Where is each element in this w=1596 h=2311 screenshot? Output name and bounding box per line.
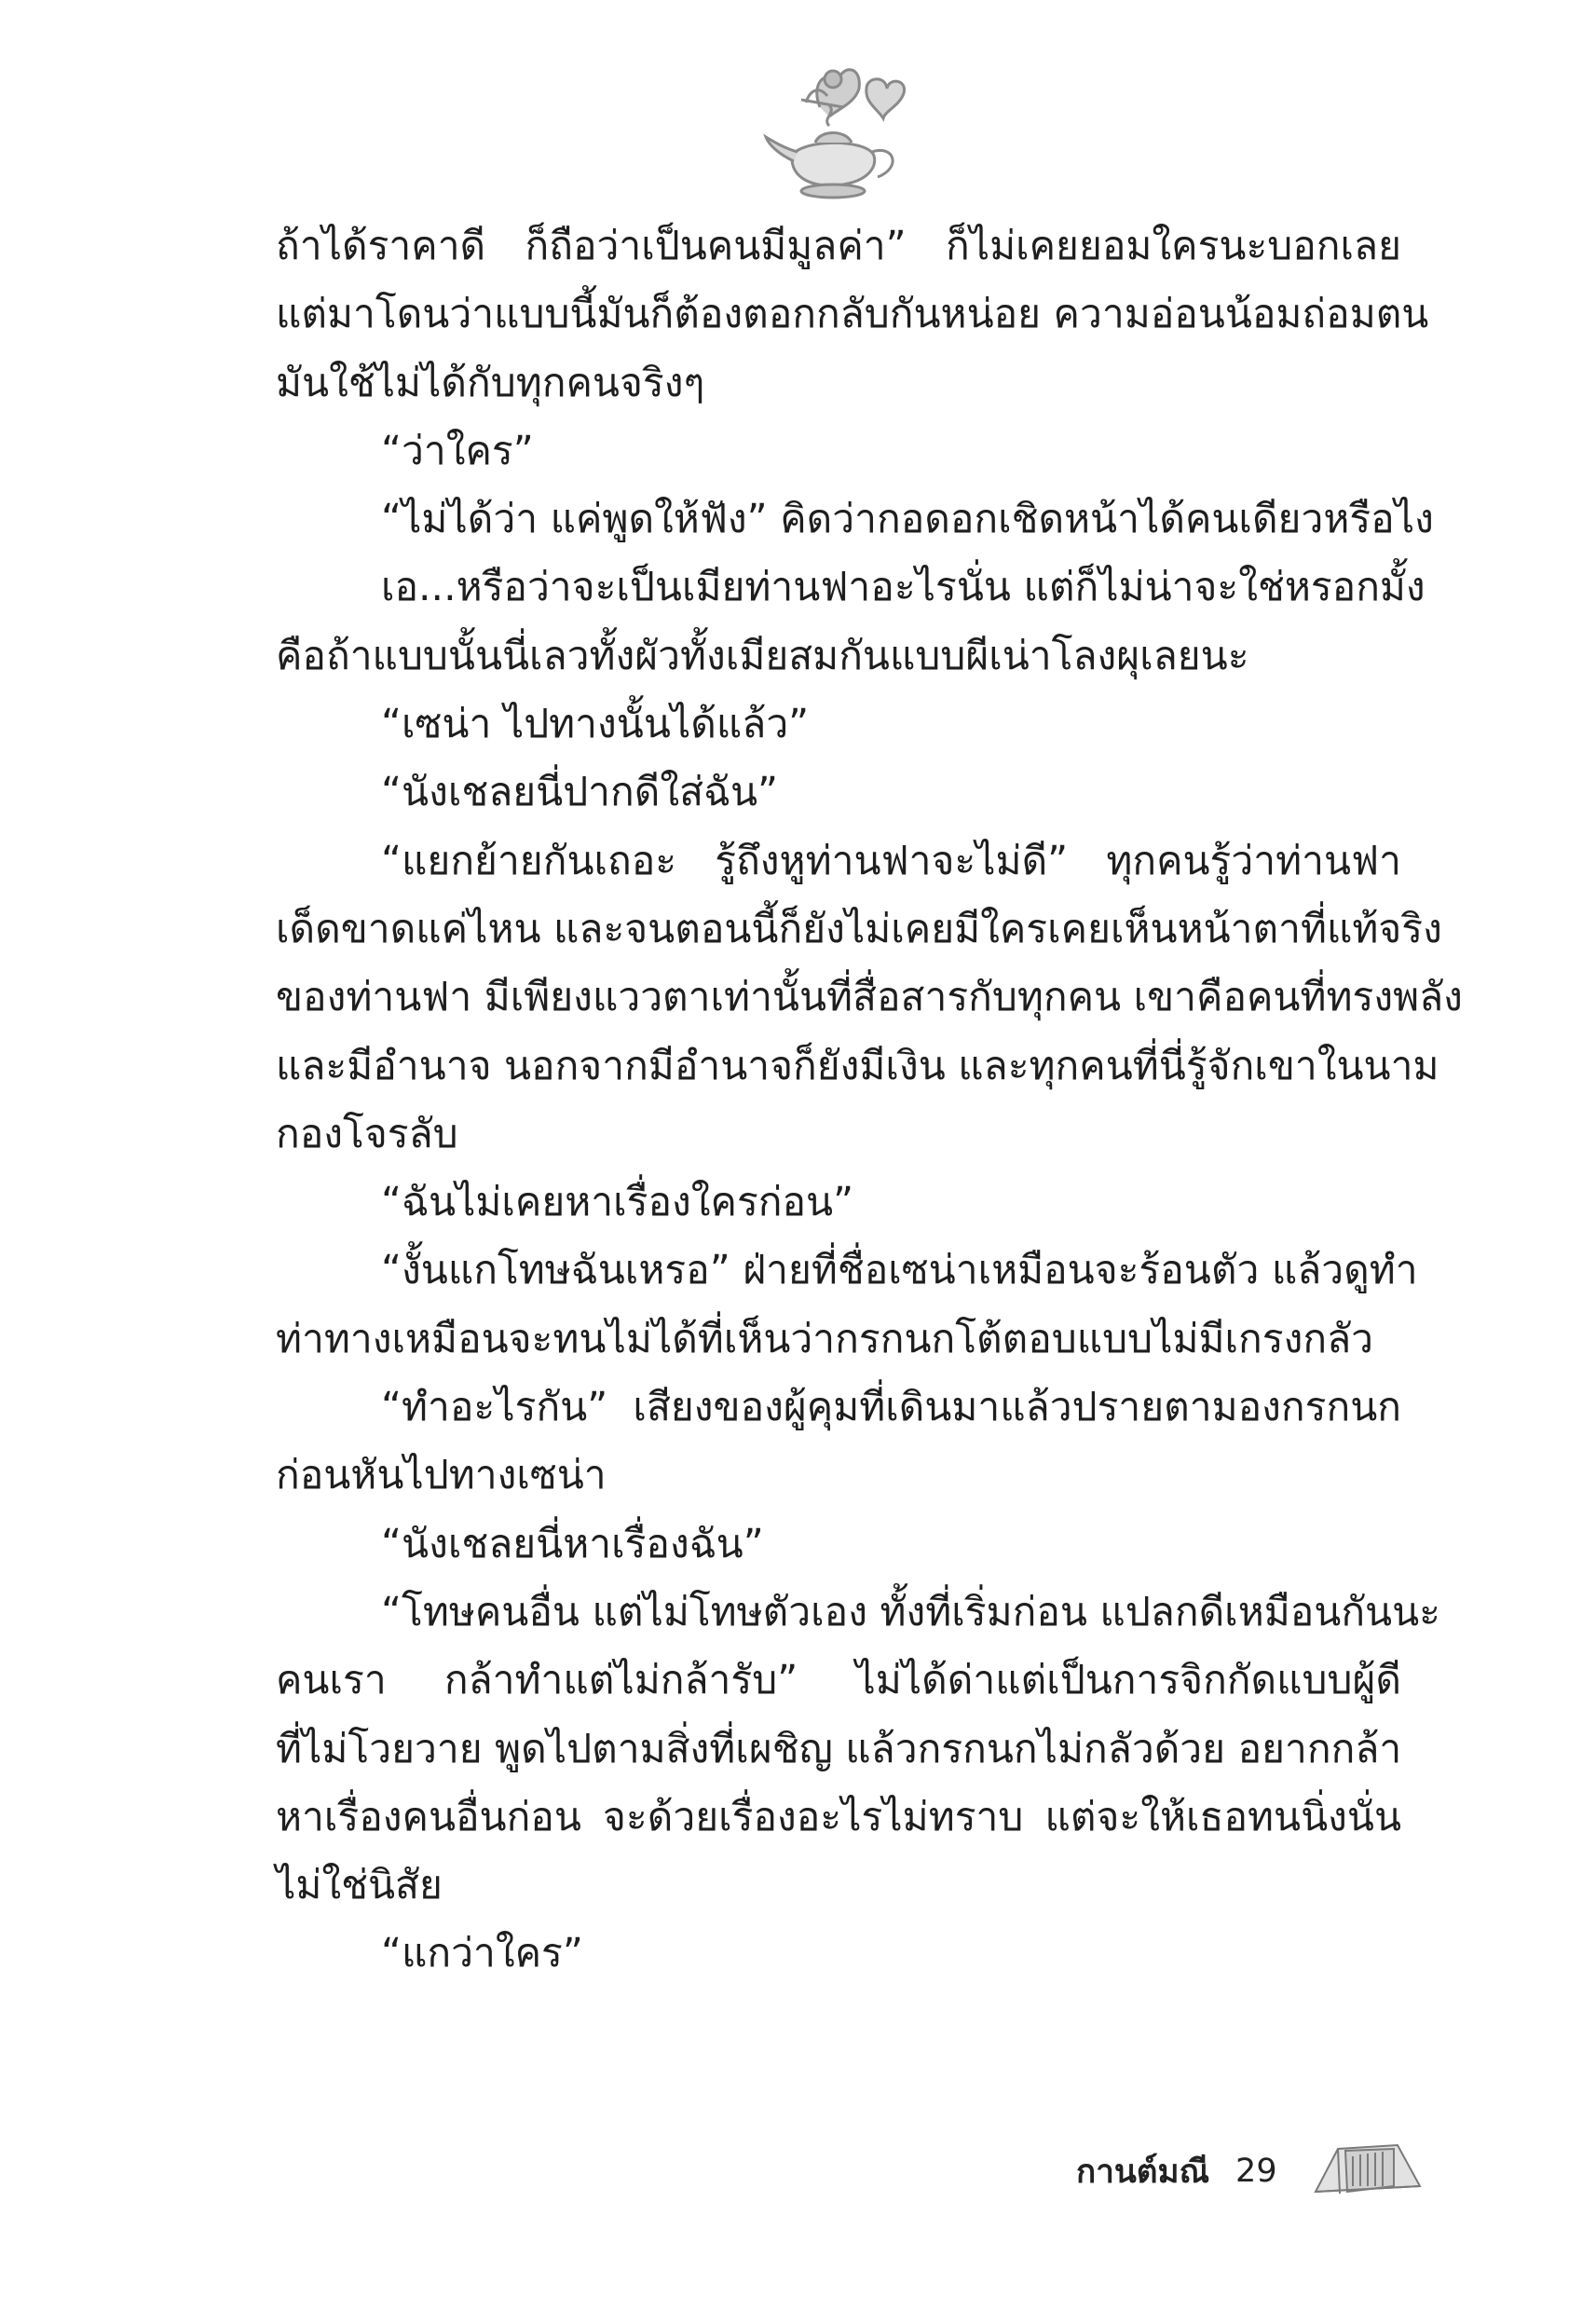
text-line: ของท่านฟา มีเพียงแววตาเท่านั้นที่สื่อสารกับทุกคน เขาคือคนที่ทรงพลัง bbox=[276, 975, 1463, 1021]
text-line: คนเรา กล้าทำแต่ไม่กล้ารับ” ไม่ได้ด่าแต่เป็นการจิกกัดแบบผู้ดี bbox=[276, 1658, 1401, 1704]
text-line: ท่าทางเหมือนจะทนไม่ได้ที่เห็นว่ากรกนกโต้ตอบแบบไม่มีเกรงกลัว bbox=[276, 1316, 1373, 1362]
text-line: ถ้าได้ราคาดี ก็ถือว่าเป็นคนมีมูลค่า” ก็ไม่เคยยอมใครนะบอกเลย bbox=[276, 224, 1401, 269]
text-line: “งั้นแกโทษฉันเหรอ” ฝ่ายที่ชื่อเซน่าเหมือนจะร้อนตัว แล้วดูทำ bbox=[381, 1248, 1418, 1294]
text-line: “แกว่าใคร” bbox=[381, 1931, 583, 1977]
text-line: “แยกย้ายกันเถอะ รู้ถึงหูท่านฟาจะไม่ดี” ทุกคนรู้ว่าท่านฟา bbox=[381, 838, 1401, 884]
footer-author-title: กานต์มณี bbox=[1076, 2153, 1210, 2191]
text-line: และมีอำนาจ นอกจากมีอำนาจก็ยังมีเงิน และทุกคนที่นี่รู้จักเขาในนาม bbox=[276, 1043, 1439, 1089]
text-line: กองโจรลับ bbox=[276, 1111, 458, 1157]
text-line: หาเรื่องคนอื่นก่อน จะด้วยเรื่องอะไรไม่ทราบ แต่จะให้เธอทนนิ่งนั่น bbox=[276, 1794, 1401, 1840]
text-line: “ไม่ได้ว่า แค่พูดให้ฟัง” คิดว่ากอดอกเชิดหน้าได้คนเดียวหรือไง bbox=[381, 497, 1434, 543]
page-number: 29 bbox=[1235, 2153, 1277, 2190]
text-line: “ทำอะไรกัน” เสียงของผู้คุมที่เดินมาแล้วปรายตามองกรกนก bbox=[381, 1385, 1401, 1431]
text-line: เอ...หรือว่าจะเป็นเมียท่านฟาอะไรนั่น แต่ก็ไม่น่าจะใช่หรอกมั้ง bbox=[381, 565, 1425, 611]
text-line: มันใช้ไม่ได้กับทุกคนจริงๆ bbox=[276, 360, 705, 406]
text-line: “ฉันไม่เคยหาเรื่องใครก่อน” bbox=[381, 1180, 854, 1226]
text-line: แต่มาโดนว่าแบบนี้มันก็ต้องตอกกลับกันหน่อย ความอ่อนน้อมถ่อมตน bbox=[276, 292, 1429, 338]
text-line: ไม่ใช่นิสัย bbox=[276, 1863, 443, 1909]
text-line: “นังเชลยนี่ปากดีใส่ฉัน” bbox=[381, 770, 779, 816]
body-text bbox=[276, 212, 1463, 1989]
book-tent-icon bbox=[1312, 2140, 1424, 2197]
text-line: “ว่าใคร” bbox=[381, 428, 534, 474]
page-footer bbox=[1076, 2143, 1277, 2199]
text-line: “โทษคนอื่น แต่ไม่โทษตัวเอง ทั้งที่เริ่มก่อน แปลกดีเหมือนกันนะ bbox=[381, 1589, 1440, 1635]
text-line: คือถ้าแบบนั้นนี่เลวทั้งผัวทั้งเมียสมกันแบบผีเน่าโลงผุเลยนะ bbox=[276, 633, 1249, 679]
text-line: “เซน่า ไปทางนั้นได้แล้ว” bbox=[381, 702, 810, 748]
text-line: เด็ดขาดแค่ไหน และจนตอนนี้ก็ยังไม่เคยมีใครเคยเห็นหน้าตาที่แท้จริง bbox=[276, 906, 1442, 952]
teapot-cupid-ornament-icon bbox=[755, 51, 913, 214]
text-line: ก่อนหันไปทางเซน่า bbox=[276, 1453, 607, 1499]
text-line: ที่ไม่โวยวาย พูดไปตามสิ่งที่เผชิญ แล้วกรกนกไม่กลัวด้วย อยากกล้า bbox=[276, 1726, 1402, 1772]
text-line: “นังเชลยนี่หาเรื่องฉัน” bbox=[381, 1521, 764, 1567]
